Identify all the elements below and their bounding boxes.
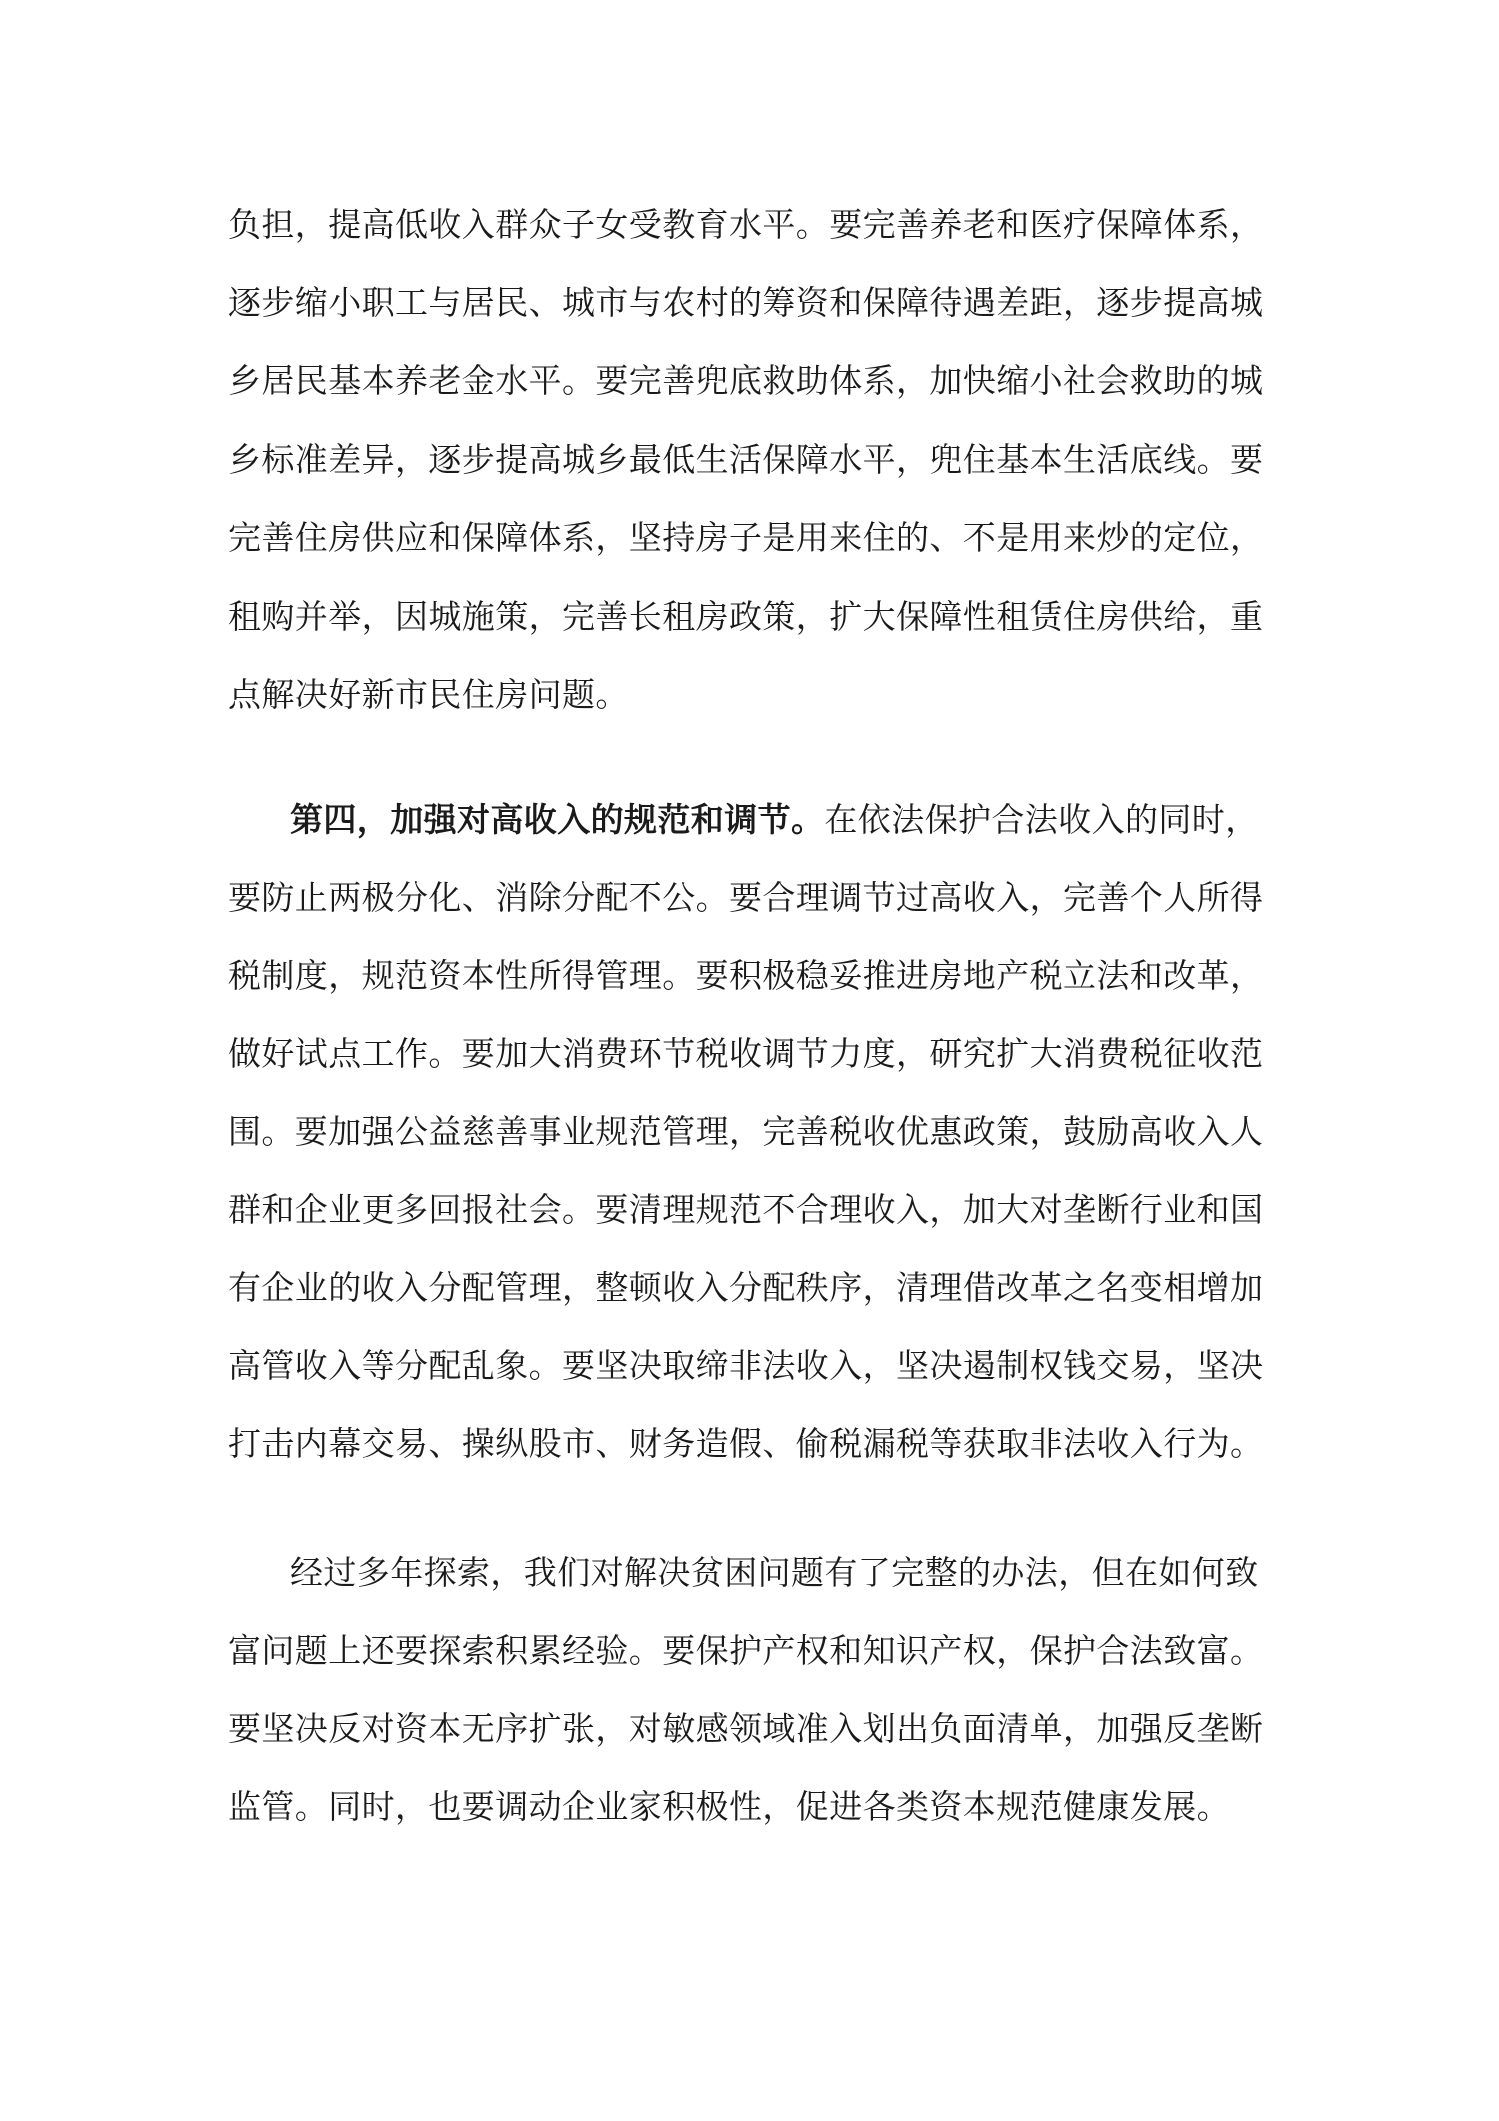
- paragraph-line: 税制度，规范资本性所得管理。要积极稳妥推进房地产税立法和改革，: [228, 956, 1264, 995]
- paragraph-line: 乡标准差异，逐步提高城乡最低生活保障水平，兜住基本生活底线。要: [228, 440, 1264, 479]
- paragraph-line: 租购并举，因城施策，完善长租房政策，扩大保障性租赁住房供给，重: [228, 597, 1264, 636]
- paragraph-line: 经过多年探索，我们对解决贫困问题有了完整的办法，但在如何致: [290, 1553, 1259, 1592]
- paragraph-line: 要防止两极分化、消除分配不公。要合理调节过高收入，完善个人所得: [228, 878, 1264, 917]
- paragraph-line: 打击内幕交易、操纵股市、财务造假、偷税漏税等获取非法收入行为。: [228, 1424, 1264, 1463]
- paragraph-line: 点解决好新市民住房问题。: [228, 675, 629, 714]
- paragraph-line: 做好试点工作。要加大消费环节税收调节力度，研究扩大消费税征收范: [228, 1034, 1264, 1073]
- paragraph-line: 逐步缩小职工与居民、城市与农村的筹资和保障待遇差距，逐步提高城: [228, 283, 1264, 322]
- paragraph-first-line: [290, 790, 1350, 850]
- section-heading: 第四，加强对高收入的规范和调节。: [290, 800, 825, 839]
- paragraph-line: 有企业的收入分配管理，整顿收入分配秩序，清理借改革之名变相增加: [228, 1268, 1264, 1307]
- paragraph-line: 监管。同时，也要调动企业家积极性，促进各类资本规范健康发展。: [228, 1787, 1230, 1826]
- paragraph-line: 负担，提高低收入群众子女受教育水平。要完善养老和医疗保障体系，: [228, 205, 1264, 244]
- paragraph-line: 要坚决反对资本无序扩张，对敏感领域准入划出负面清单，加强反垄断: [228, 1709, 1264, 1748]
- paragraph-line: 群和企业更多回报社会。要清理规范不合理收入，加大对垄断行业和国: [228, 1190, 1264, 1229]
- paragraph-line: 围。要加强公益慈善事业规范管理，完善税收优惠政策，鼓励高收入人: [228, 1112, 1264, 1151]
- paragraph-line: 高管收入等分配乱象。要坚决取缔非法收入，坚决遏制权钱交易，坚决: [228, 1346, 1264, 1385]
- paragraph-text: 在依法保护合法收入的同时，: [824, 800, 1259, 839]
- paragraph-line: 完善住房供应和保障体系，坚持房子是用来住的、不是用来炒的定位，: [228, 518, 1264, 557]
- paragraph-line: 乡居民基本养老金水平。要完善兜底救助体系，加快缩小社会救助的城: [228, 361, 1264, 400]
- paragraph-line: 富问题上还要探索积累经验。要保护产权和知识产权，保护合法致富。: [228, 1631, 1264, 1670]
